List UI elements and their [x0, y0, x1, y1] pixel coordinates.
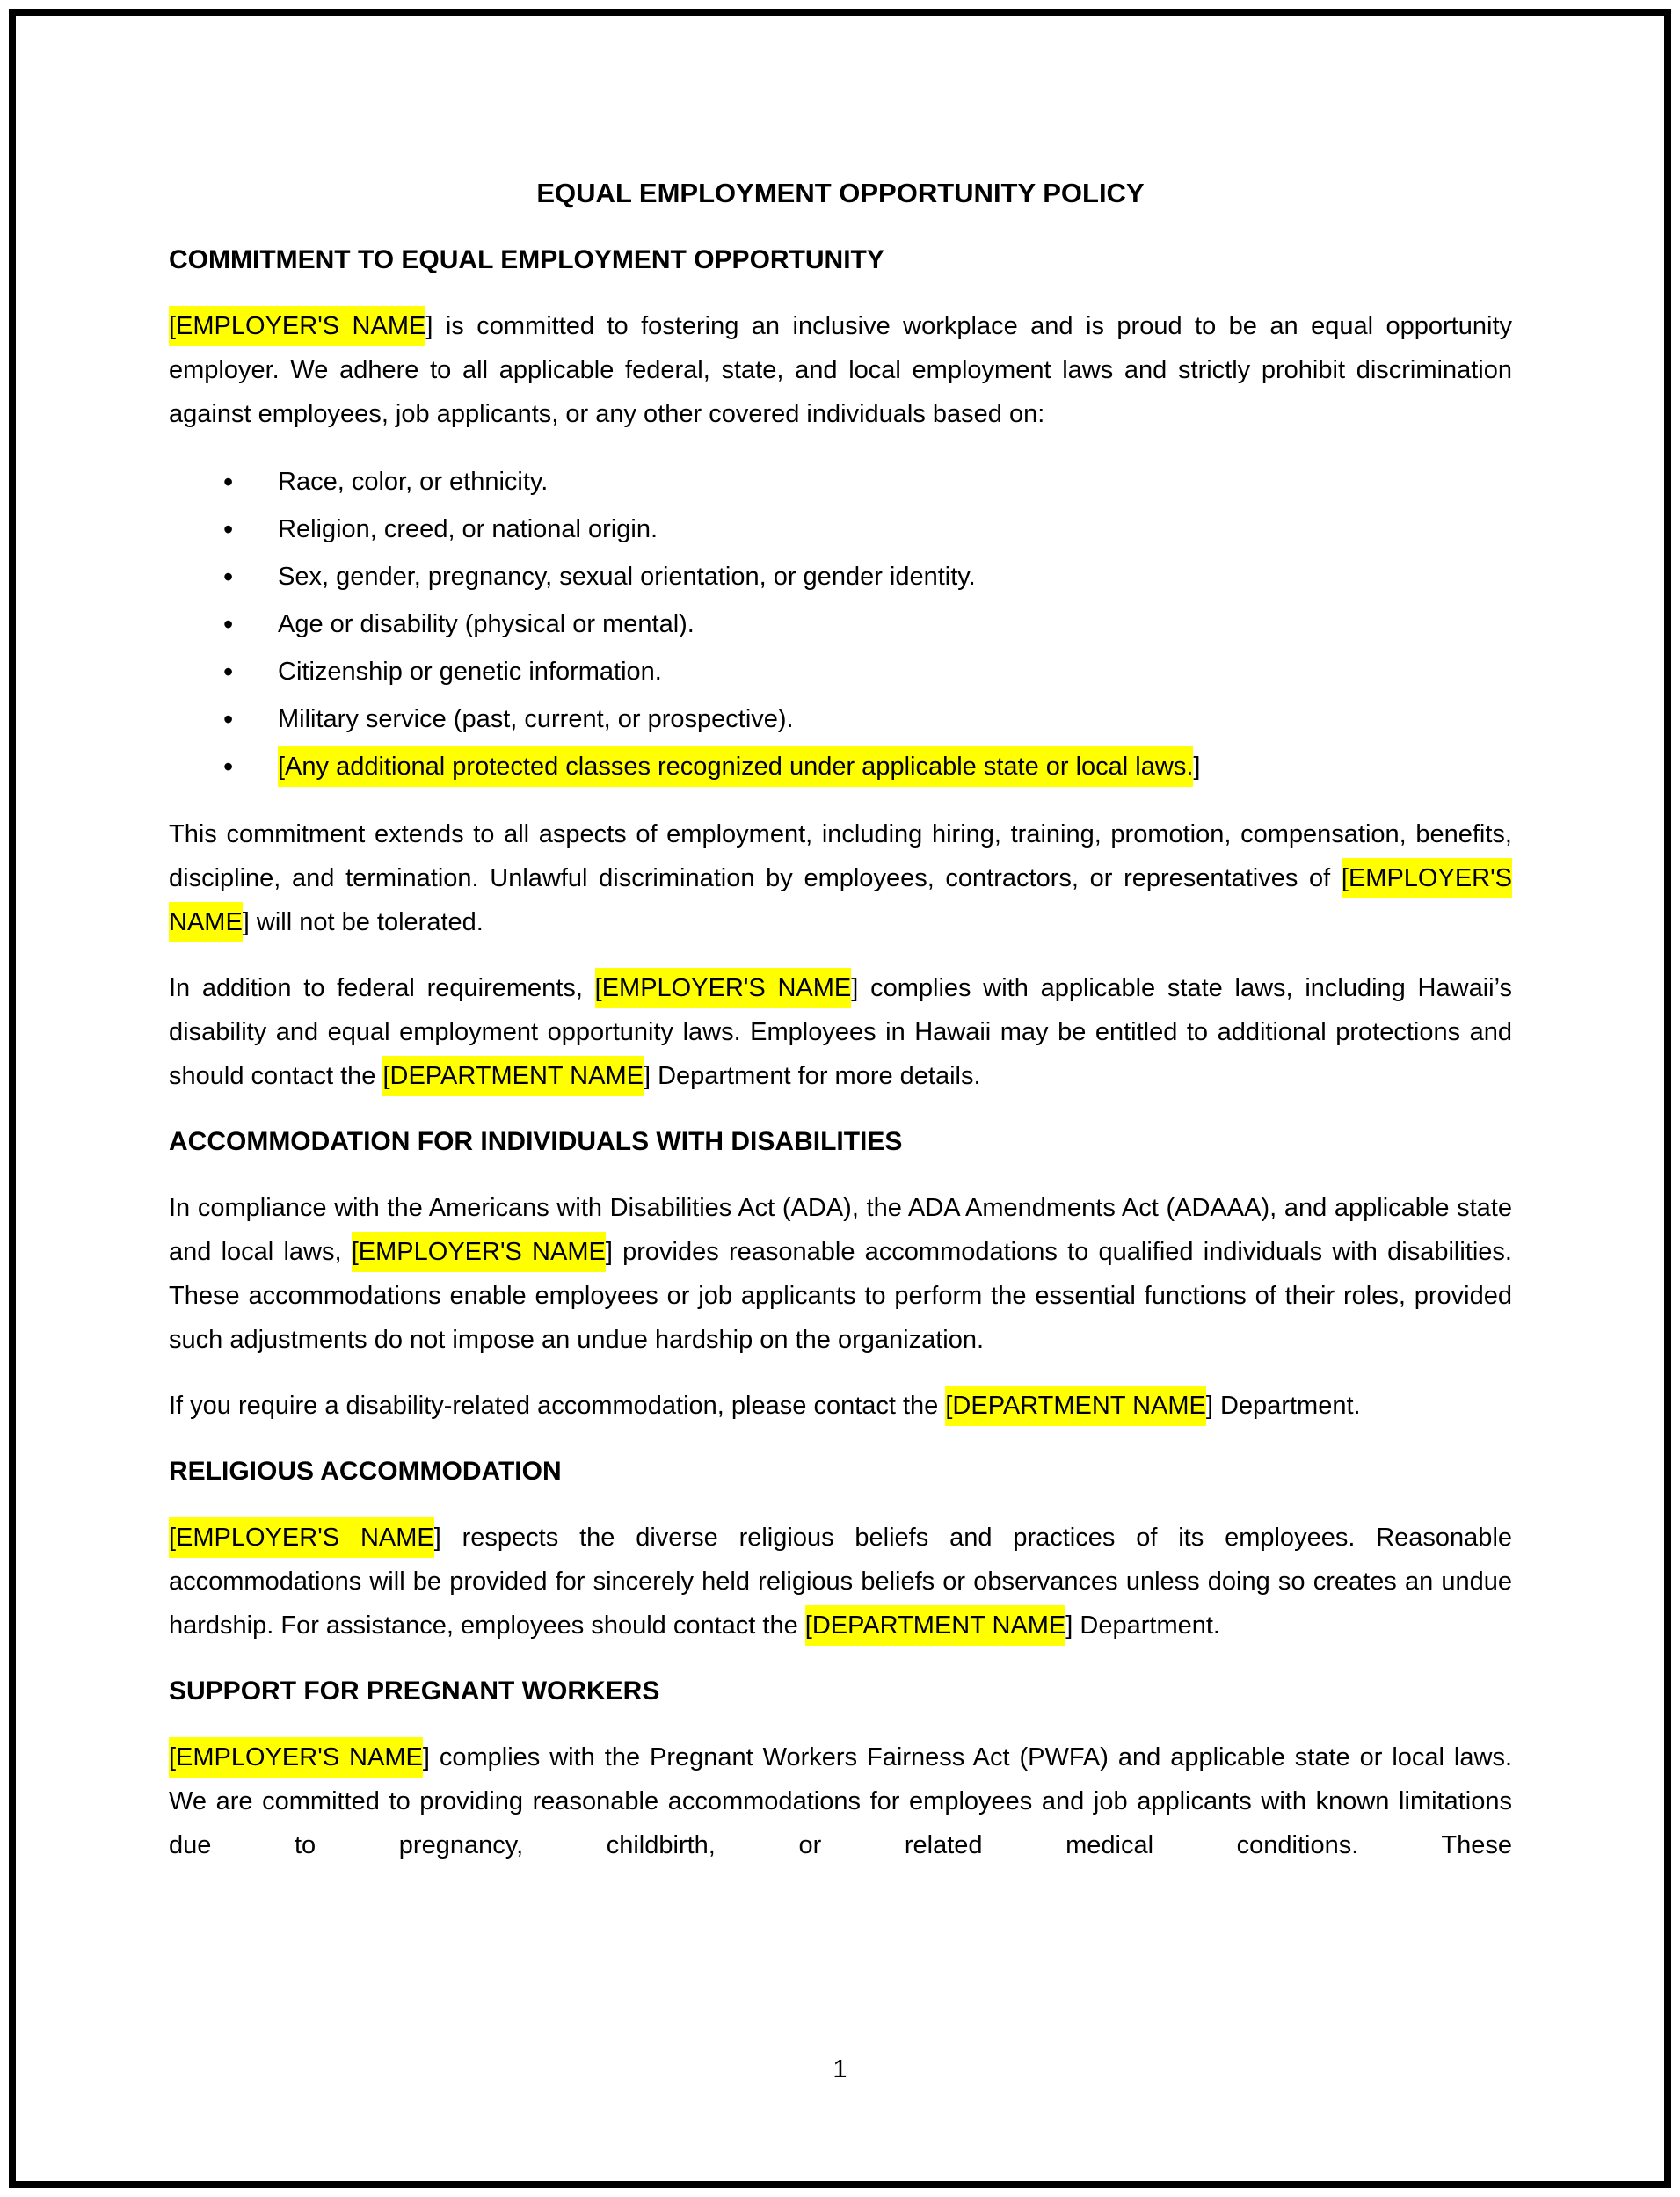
text-run: Age or disability (physical or mental). [278, 610, 695, 638]
placeholder-highlight: [EMPLOYER'S NAME [169, 1517, 434, 1558]
paragraph [169, 966, 1512, 1098]
text-run: Military service (past, current, or prospective). [278, 705, 794, 733]
bullet-item [169, 600, 1512, 648]
bullet-item [169, 648, 1512, 695]
bullet-item [169, 695, 1512, 743]
bullet-item [169, 458, 1512, 506]
text-run: Religion, creed, or national origin. [278, 515, 658, 543]
placeholder-highlight: [EMPLOYER'S NAME [169, 1737, 423, 1778]
placeholder-highlight: [DEPARTMENT NAME [805, 1605, 1066, 1646]
section-heading: SUPPORT FOR PREGNANT WORKERS [169, 1677, 660, 1706]
placeholder-highlight: [EMPLOYER'S NAME [352, 1232, 606, 1272]
bullet-item [169, 506, 1512, 553]
paragraph [169, 1735, 1512, 1867]
text-run: If you require a disability-related accommodation, please contact the [169, 1392, 946, 1420]
paragraph [169, 1186, 1512, 1362]
text-run: In compliance with the Americans with Disabilities Act (ADA), the ADA Amendments Act (ADAAA), and applicable state and local laws, [169, 1194, 1512, 1266]
placeholder-highlight: [EMPLOYER'S NAME [595, 968, 852, 1008]
section-heading: RELIGIOUS ACCOMMODATION [169, 1457, 562, 1486]
placeholder-highlight: [DEPARTMENT NAME [945, 1386, 1206, 1426]
bullet-list [169, 458, 1512, 790]
text-run: ] will not be tolerated. [242, 908, 484, 936]
paragraph [169, 304, 1512, 436]
text-run: ] complies with the Pregnant Workers Fairness Act (PWFA) and applicable state or local laws. We are committed to providing reasonable accommodations for employees and job applicants with known limitations due to pregnancy, childbirth, or related medical conditions. These [169, 1743, 1512, 1859]
text-run: ] Department for more details. [643, 1062, 981, 1090]
text-run: ] is committed to fostering an inclusive workplace and is proud to be an equal opportunity employer. We adhere to all applicable federal, state, and local employment laws and strictly prohibit discrimination against employees, job applicants, or any other covered individuals based on: [169, 312, 1512, 428]
text-run: This commitment extends to all aspects of employment, including hiring, training, promotion, compensation, benefits, discipline, and termination. Unlawful discrimination by employees, contractors, or representatives of [169, 820, 1512, 892]
text-run: Sex, gender, pregnancy, sexual orientation, or gender identity. [278, 563, 976, 591]
text-run: ] respects the diverse religious beliefs and practices of its employees. Reasonable accommodations will be provided for sincerely held religious beliefs or observances unless doing so creates an undue hardship. For assistance, employees should contact the [169, 1524, 1513, 1640]
text-run: ] Department. [1065, 1611, 1220, 1640]
document-body [169, 238, 1512, 1867]
text-run: ] complies with applicable state laws, including Hawaii’s disability and equal employment opportunity laws. Employees in Hawaii may be entitled to additional protections and should contact the [169, 974, 1513, 1090]
text-run: In addition to federal requirements, [169, 974, 595, 1002]
document-title: EQUAL EMPLOYMENT OPPORTUNITY POLICY [536, 178, 1145, 208]
paragraph [169, 1384, 1512, 1428]
bullet-item [169, 553, 1512, 600]
paragraph [169, 812, 1512, 944]
bullet-item [169, 743, 1512, 790]
text-run: Race, color, or ethnicity. [278, 468, 549, 496]
placeholder-highlight: [EMPLOYER'S NAME [169, 858, 1512, 942]
text-run: Citizenship or genetic information. [278, 658, 662, 686]
placeholder-highlight: [Any additional protected classes recognized under applicable state or local laws. [278, 746, 1193, 787]
paragraph [169, 1516, 1512, 1648]
section-heading: COMMITMENT TO EQUAL EMPLOYMENT OPPORTUNITY [169, 245, 884, 274]
page-number: 1 [833, 2055, 847, 2084]
text-run: ] [1193, 753, 1201, 781]
document-page [169, 171, 1512, 1889]
text-run: ] provides reasonable accommodations to qualified individuals with disabilities. These accommodations enable employees or job applicants to perform the essential functions of their roles, provided such adjustments do not impose an undue hardship on the organization. [169, 1238, 1512, 1354]
placeholder-highlight: [DEPARTMENT NAME [382, 1056, 644, 1096]
placeholder-highlight: [EMPLOYER'S NAME [169, 306, 425, 346]
section-heading: ACCOMMODATION FOR INDIVIDUALS WITH DISABILITIES [169, 1127, 903, 1156]
text-run: ] Department. [1205, 1392, 1361, 1420]
